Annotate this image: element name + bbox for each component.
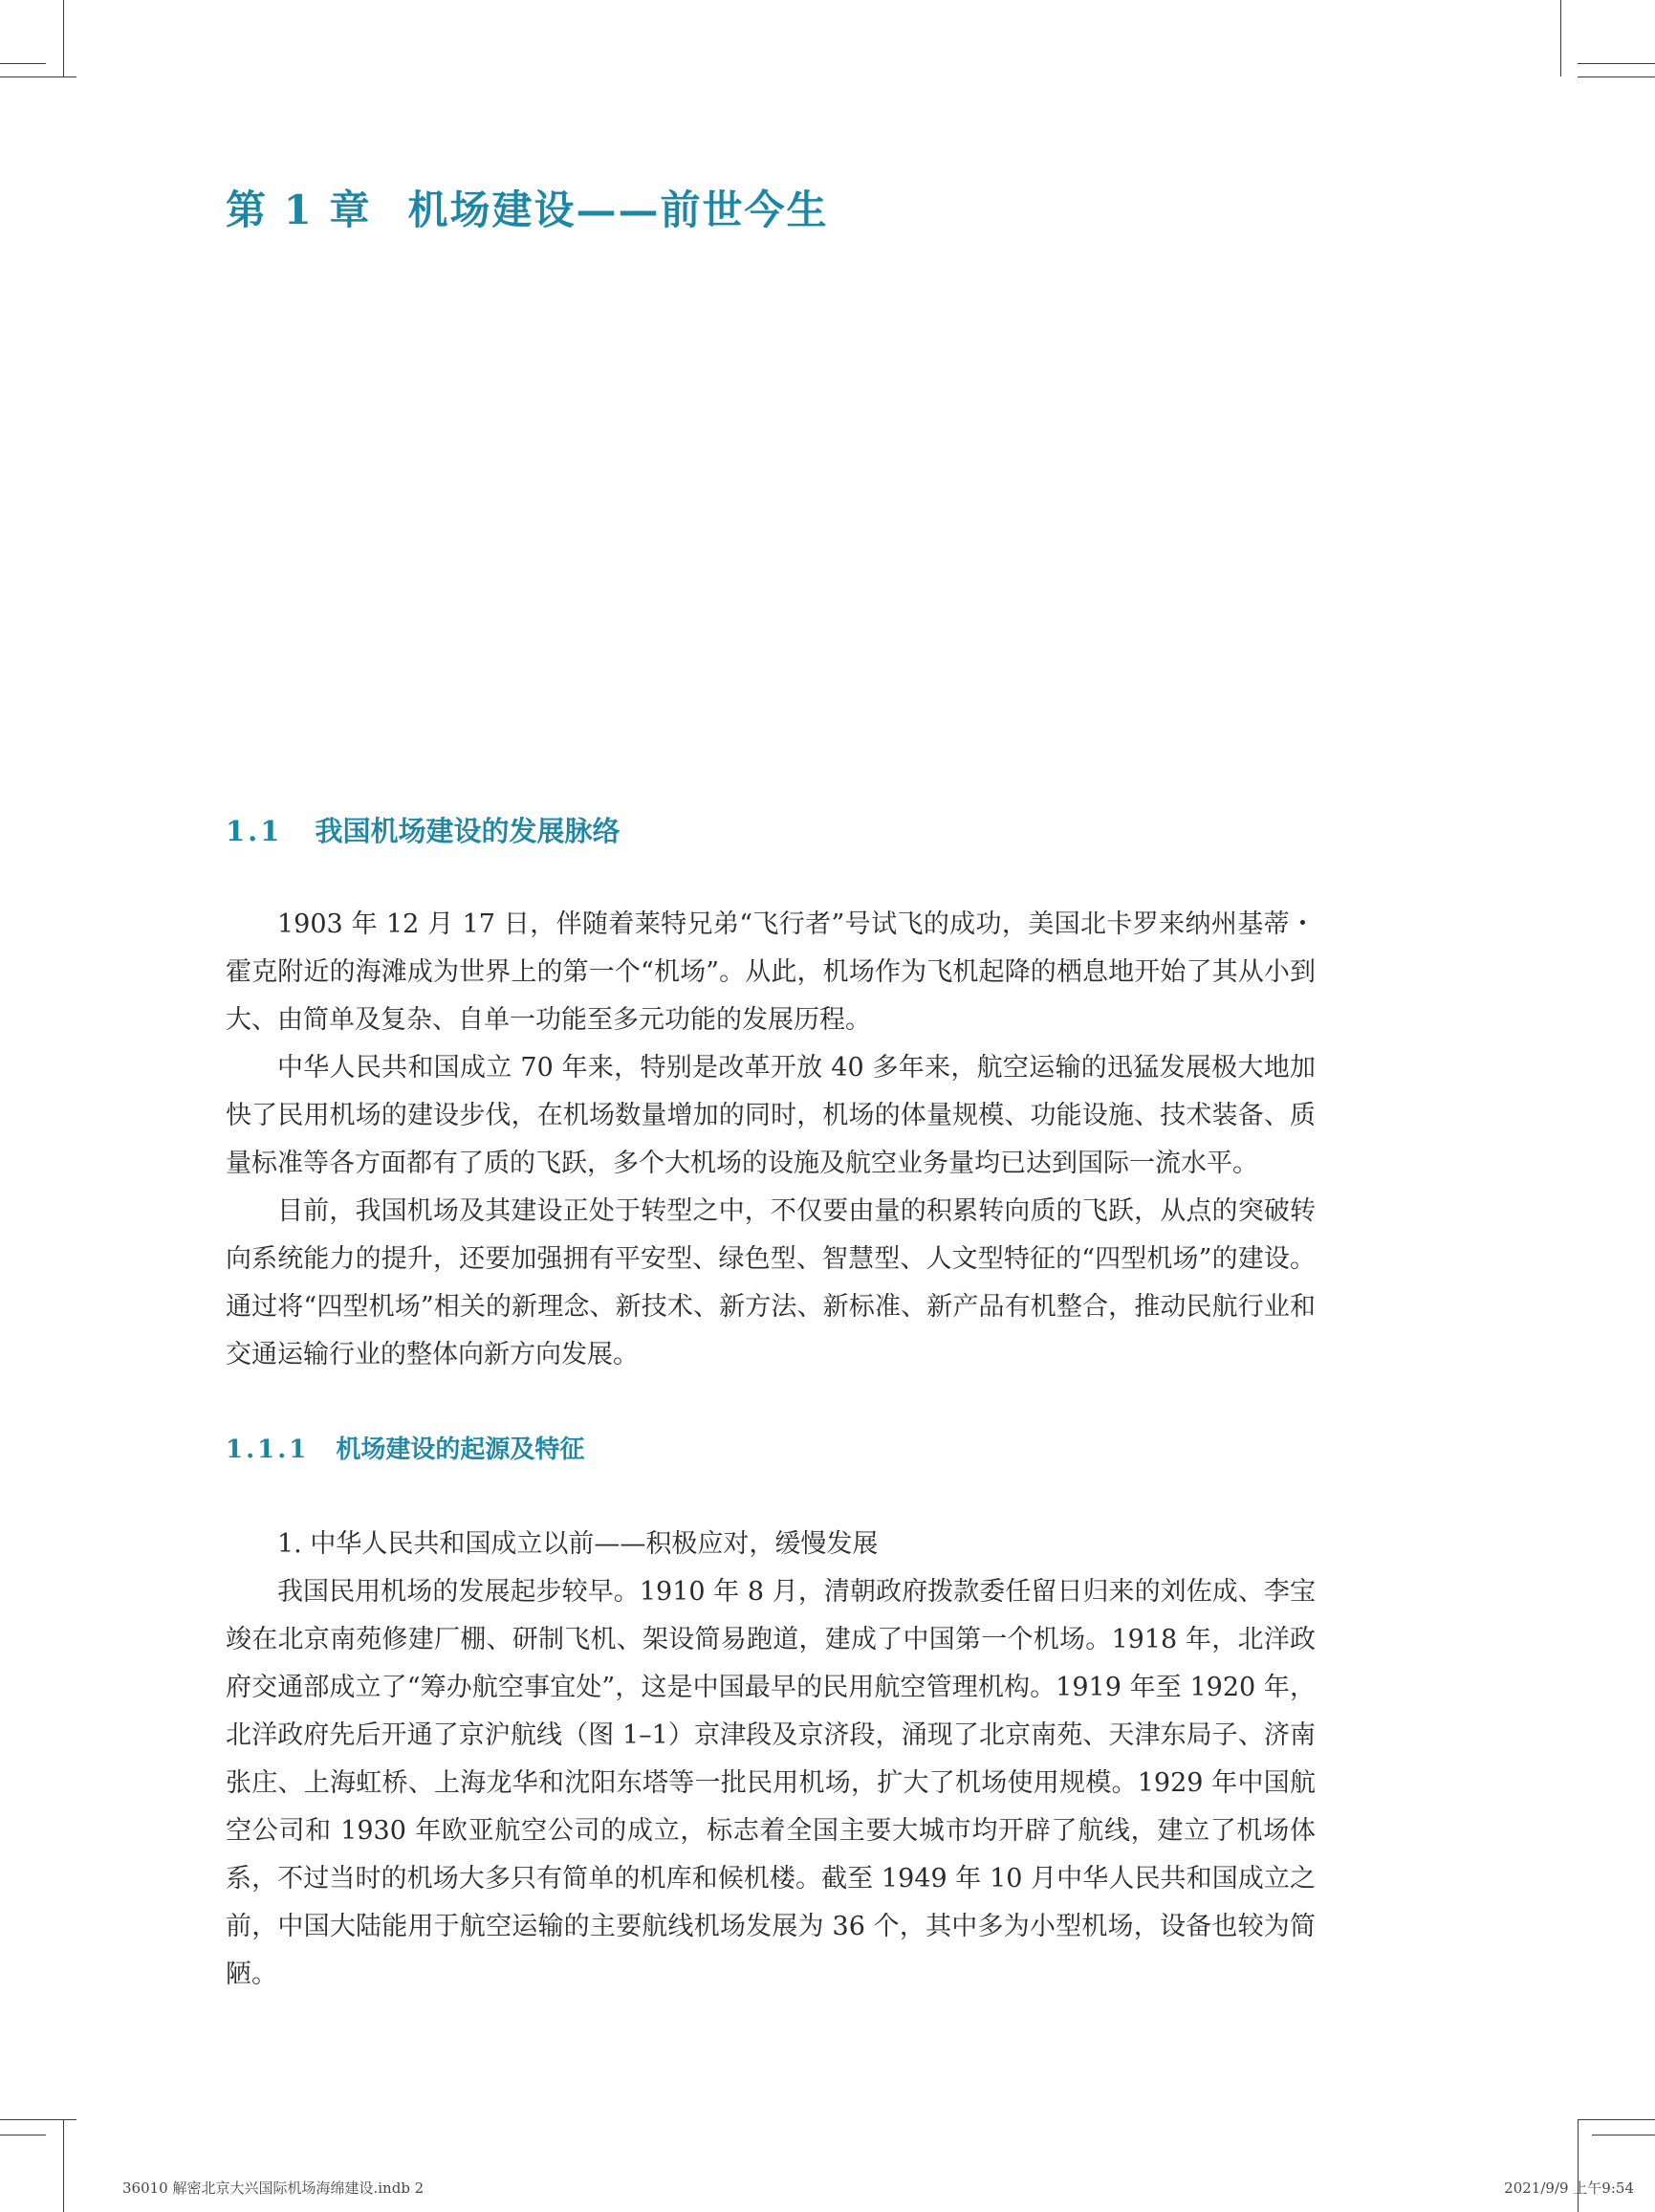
crop-mark [1578,63,1655,64]
crop-mark [1578,2119,1579,2212]
crop-mark [1578,2119,1655,2120]
subsection-number: 1.1.1 [226,1435,310,1464]
section-body [226,901,1316,1379]
paragraph: 我国民用机场的发展起步较早。1910 年 8 月，清朝政府拨款委任留日归来的刘佐成、李宝竣在北京南苑修建厂棚、研制飞机、架设简易跑道，建成了中国第一个机场。1918 年，北洋政府交通部成立了“筹办航空事宜处”，这是中国最早的民用航空管理机构。1919 年至 1920 年，北洋政府先后开通了京沪航线（图 1–1）京津段及京济段，涌现了北京南苑、天津东局子、济南张庄、上海虹桥、上海龙华和沈阳东塔等一批民用机场，扩大了机场使用规模。1929 年中国航空公司和 1930 年欧亚航空公司的成立，标志着全国主要大城市均开辟了航线，建立了机场体系，不过当时的机场大多只有简单的机库和候机楼。截至 1949 年 10 月中华人民共和国成立之前，中国大陆能用于航空运输的主要航线机场发展为 36 个，其中多为小型机场，设备也较为简陋。 [226,1577,1316,1989]
crop-mark [1560,0,1561,77]
crop-mark [63,2119,64,2212]
paragraph: 目前，我国机场及其建设正处于转型之中，不仅要由量的积累转向质的飞跃，从点的突破转向系统能力的提升，还要加强拥有平安型、绿色型、智慧型、人文型特征的“四型机场”的建设。通过将“四型机场”相关的新理念、新技术、新方法、新标准、新产品有机整合，推动民航行业和交通运输行业的整体向新方向发展。 [226,1196,1316,1369]
footer-timestamp: 2021/9/9 上午9:54 [1504,2179,1634,2197]
section-title [226,812,620,850]
subsection-title [226,1433,584,1467]
chapter-number: 第 1 章 [226,186,372,233]
chapter-heading-text: 机场建设——前世今生 [407,186,829,233]
crop-mark [0,63,46,64]
paragraph-heading: 1. 中华人民共和国成立以前——积极应对，缓慢发展 [277,1529,879,1559]
chapter-title [226,184,828,237]
crop-mark [63,0,64,77]
section-heading-text: 我国机场建设的发展脉络 [315,815,621,847]
crop-mark [0,2119,76,2120]
subsection-body [226,1521,1316,1999]
subsection-heading-text: 机场建设的起源及特征 [336,1435,585,1464]
footer-file-label: 36010 解密北京大兴国际机场海绵建设.indb 2 [122,2179,425,2197]
paragraph: 1903 年 12 月 17 日，伴随着莱特兄弟“飞行者”号试飞的成功，美国北卡罗来纳州基蒂・霍克附近的海滩成为世界上的第一个“机场”。从此，机场作为飞机起降的栖息地开始了其从小到大、由简单及复杂、自单一功能至多元功能的发展历程。 [226,909,1316,1035]
section-number: 1.1 [226,815,283,847]
paragraph: 中华人民共和国成立 70 年来，特别是改革开放 40 多年来，航空运输的迅猛发展极大地加快了民用机场的建设步伐，在机场数量增加的同时，机场的体量规模、功能设施、技术装备、质量标准等各方面都有了质的飞跃，多个大机场的设施及航空业务量均已达到国际一流水平。 [226,1053,1316,1178]
